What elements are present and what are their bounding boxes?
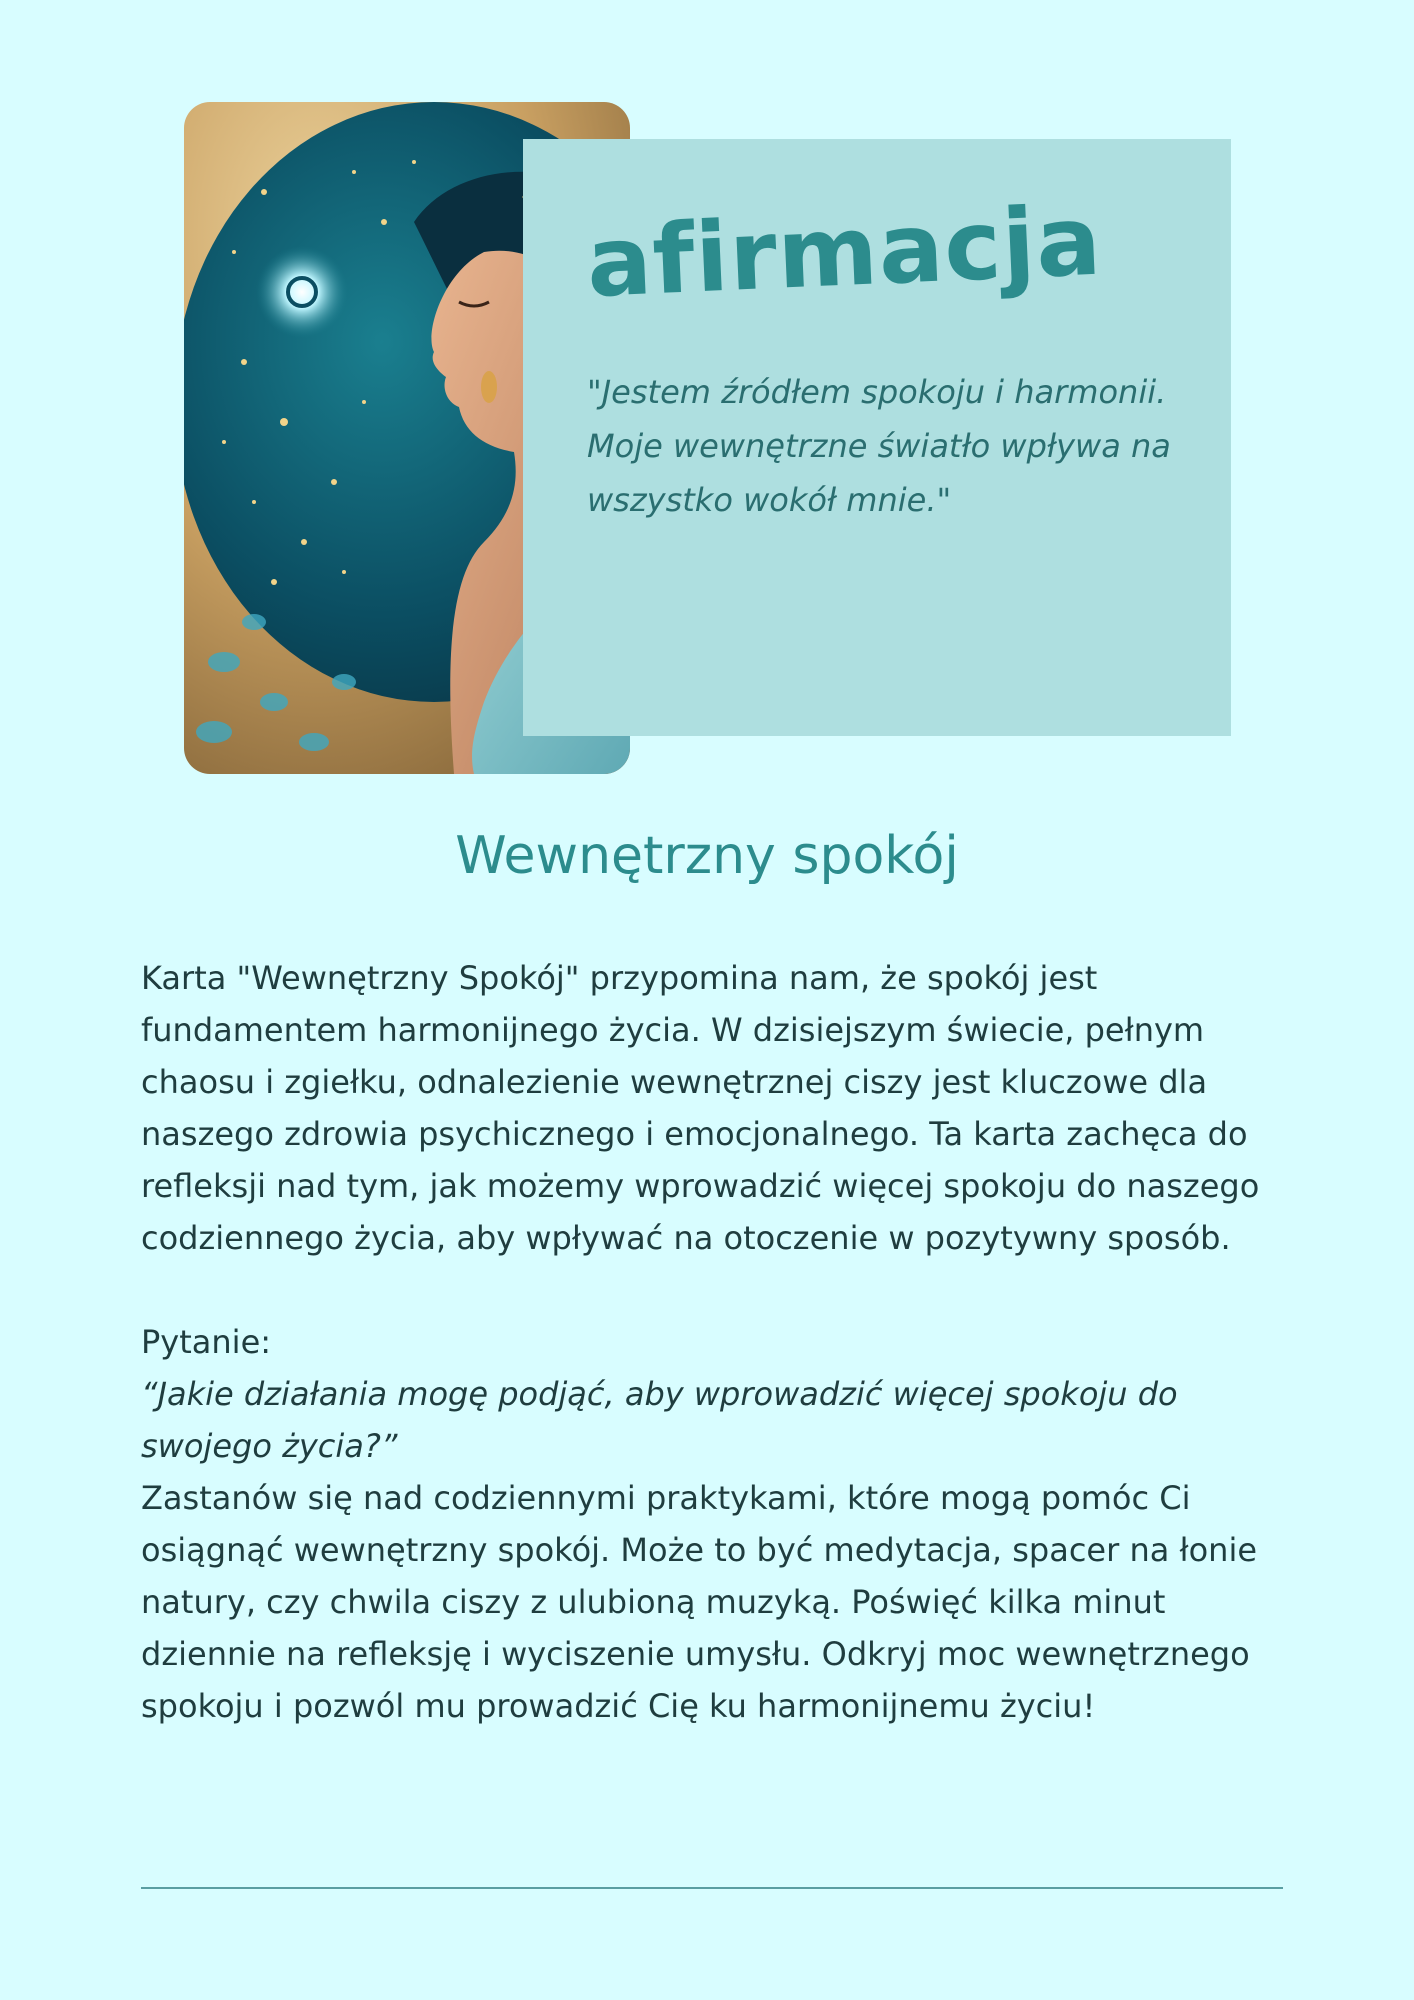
reflection-paragraph: Zastanów się nad codziennymi praktykami, które mogą pomóc Ci osiągnąć wewnętrzny spokój. Może to być medytacja, spacer na łonie natury, czy chwila ciszy z ulubioną muzyką. Poświęć kilka minut dziennie na refleksję i wyciszenie umysłu. Odkryj moc wewnętrznego spokoju i pozwól mu prowadzić Cię ku harmonijnemu życiu! bbox=[141, 1479, 1258, 1725]
affirmation-title: afirmacja bbox=[584, 184, 1105, 319]
question-label: Pytanie: bbox=[141, 1323, 272, 1361]
body-copy bbox=[141, 952, 1291, 1732]
question-text: “Jakie działania mogę podjąć, aby wprowadzić więcej spokoju do swojego życia?” bbox=[141, 1375, 1178, 1465]
footer-divider bbox=[141, 1887, 1283, 1889]
affirmation-text: "Jestem źródłem spokoju i harmonii. Moje wewnętrzne światło wpływa na wszystko wokół mnie." bbox=[587, 372, 1171, 519]
section-title: Wewnętrzny spokój bbox=[455, 826, 959, 886]
affirmation-box bbox=[523, 139, 1231, 736]
intro-paragraph: Karta "Wewnętrzny Spokój" przypomina nam, że spokój jest fundamentem harmonijnego życia. W dzisiejszym świecie, pełnym chaosu i zgiełku, odnalezienie wewnętrznej ciszy jest kluczowe dla naszego zdrowia psychicznego i emocjonalnego. Ta karta zachęca do refleksji nad tym, jak możemy wprowadzić więcej spokoju do naszego codziennego życia, aby wpływać na otoczenie w pozytywny sposób. bbox=[141, 959, 1260, 1257]
paragraph-gap bbox=[141, 1264, 1291, 1316]
